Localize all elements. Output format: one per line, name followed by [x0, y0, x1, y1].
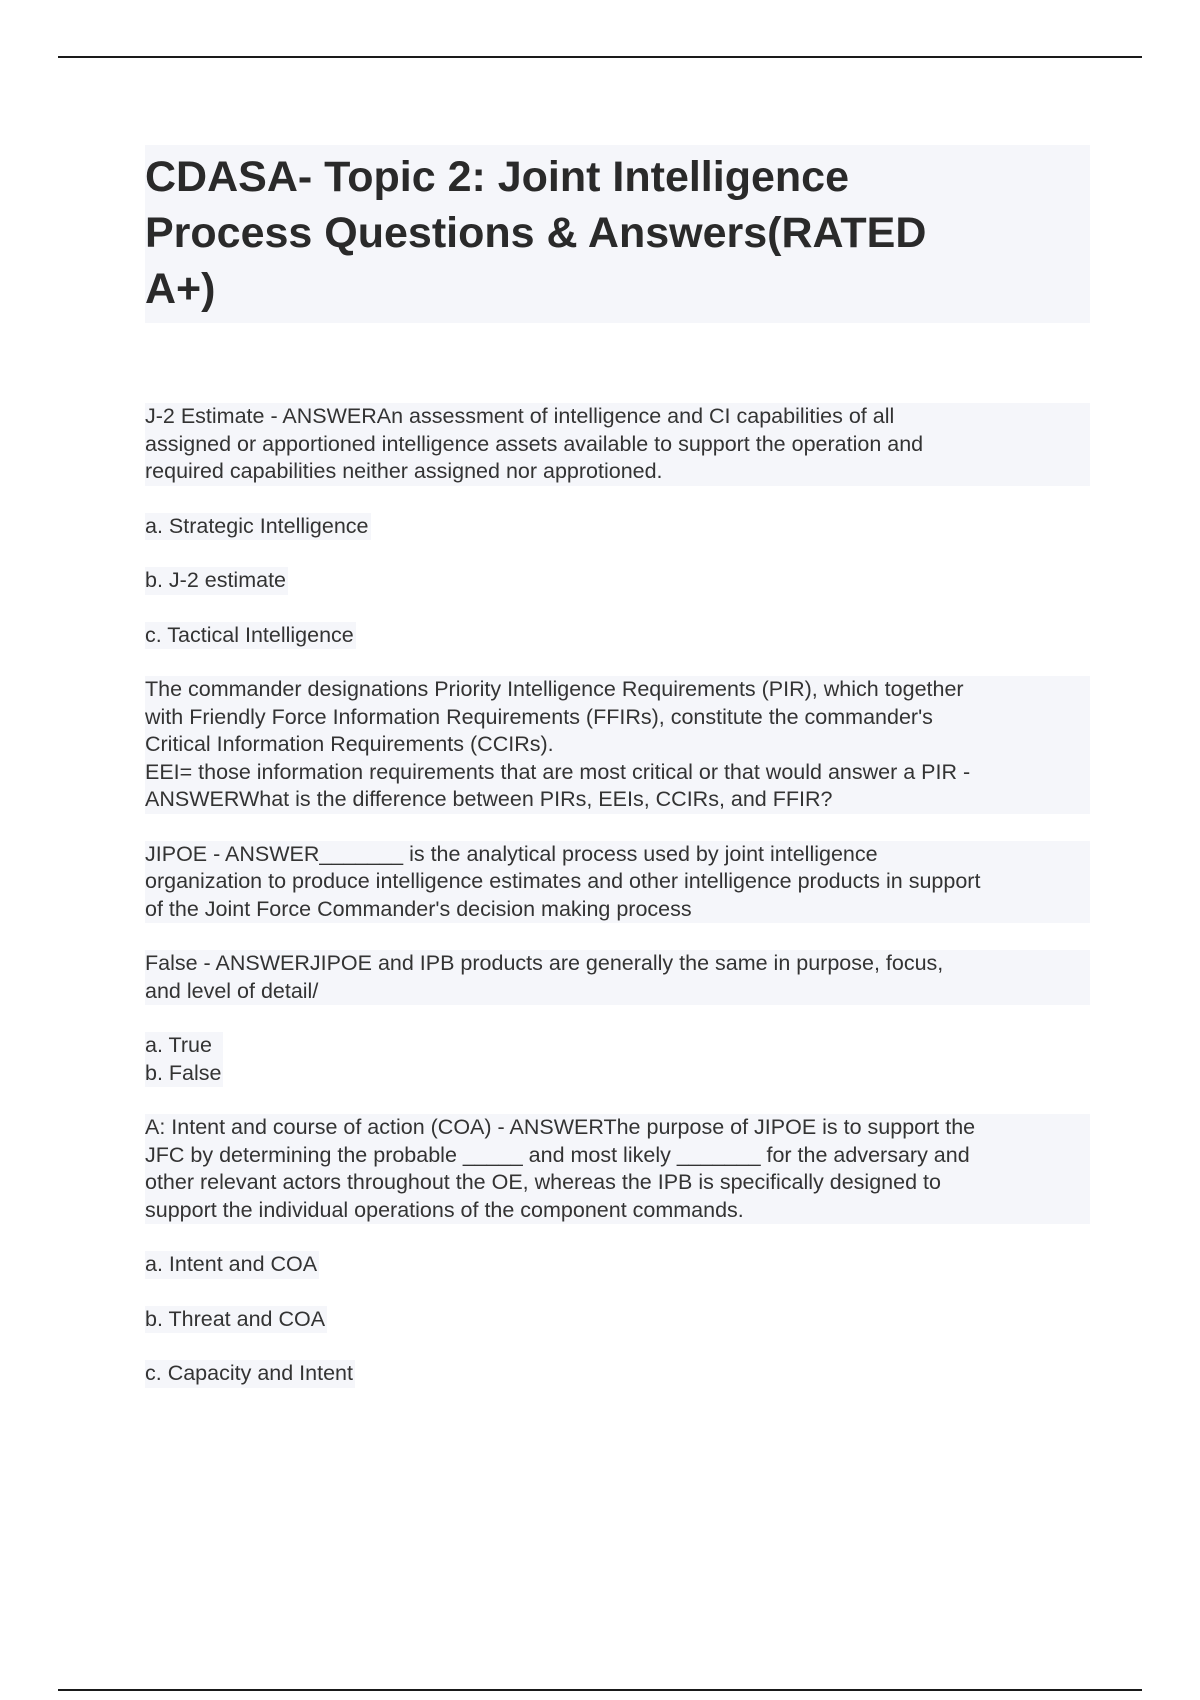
qa-paragraph	[145, 1114, 1090, 1224]
option-text	[145, 513, 371, 541]
text-line: a. Strategic Intelligence	[145, 513, 369, 538]
qa-blocks	[145, 403, 1090, 1388]
answer-option	[145, 1306, 1090, 1334]
text-line: JIPOE - ANSWER_______ is the analytical process used by joint intelligence	[145, 841, 878, 866]
text-line: Critical Information Requirements (CCIRs).	[145, 732, 554, 756]
option-text	[145, 1032, 223, 1087]
answer-option	[145, 1360, 1090, 1388]
text-line: b. Threat and COA	[145, 1306, 326, 1331]
text-line: required capabilities neither assigned nor approtioned.	[145, 459, 663, 483]
text-line: b. J-2 estimate	[145, 568, 286, 592]
option-text	[145, 1360, 355, 1388]
bottom-rule	[58, 1689, 1142, 1691]
document-body	[145, 145, 1090, 1415]
option-text	[145, 1251, 319, 1279]
answer-option	[145, 567, 1090, 595]
text-line: assigned or apportioned intelligence assets available to support the operation and	[145, 431, 924, 456]
text-line: c. Tactical Intelligence	[145, 622, 354, 647]
text-line: c. Capacity and Intent	[145, 1361, 353, 1385]
answer-option	[145, 622, 1090, 650]
title-line: CDASA- Topic 2: Joint Intelligence	[145, 153, 849, 201]
text-line: of the Joint Force Commander's decision making process	[145, 896, 692, 921]
qa-paragraph	[145, 403, 1090, 486]
option-text	[145, 622, 356, 650]
text-line: other relevant actors throughout the OE, whereas the IPB is specifically designed to	[145, 1170, 941, 1194]
answer-option	[145, 513, 1090, 541]
text-line: EEI= those information requirements that are most critical or that would answer a PIR -	[145, 759, 971, 784]
answer-options	[145, 1032, 1090, 1087]
top-rule	[58, 56, 1142, 58]
title-line: A+)	[145, 265, 216, 313]
answer-option	[145, 1251, 1090, 1279]
text-line: support the individual operations of the component commands.	[145, 1197, 744, 1222]
text-line: False - ANSWERJIPOE and IPB products are generally the same in purpose, focus,	[145, 951, 944, 975]
text-line: ANSWERWhat is the difference between PIRs, EEIs, CCIRs, and FFIR?	[145, 787, 833, 811]
title-block	[145, 145, 1090, 323]
text-line: b. False	[145, 1060, 222, 1085]
text-line: A: Intent and course of action (COA) - ANSWERThe purpose of JIPOE is to support the	[145, 1115, 976, 1139]
text-line: J-2 Estimate - ANSWERAn assessment of intelligence and CI capabilities of all	[145, 404, 895, 428]
option-text	[145, 567, 288, 595]
text-line: organization to produce intelligence estimates and other intelligence products in support	[145, 869, 981, 893]
document-title	[145, 149, 1090, 317]
text-line: with Friendly Force Information Requirements (FFIRs), constitute the commander's	[145, 704, 933, 729]
text-line: JFC by determining the probable _____ and most likely _______ for the adversary and	[145, 1142, 970, 1167]
qa-paragraph	[145, 950, 1090, 1005]
qa-paragraph	[145, 841, 1090, 924]
qa-paragraph	[145, 676, 1090, 814]
text-line: a. Intent and COA	[145, 1252, 318, 1276]
text-line: a. True	[145, 1033, 212, 1057]
text-line: The commander designations Priority Intelligence Requirements (PIR), which together	[145, 677, 964, 701]
option-text	[145, 1306, 327, 1334]
title-line: Process Questions & Answers(RATED	[145, 209, 927, 257]
text-line: and level of detail/	[145, 978, 319, 1003]
